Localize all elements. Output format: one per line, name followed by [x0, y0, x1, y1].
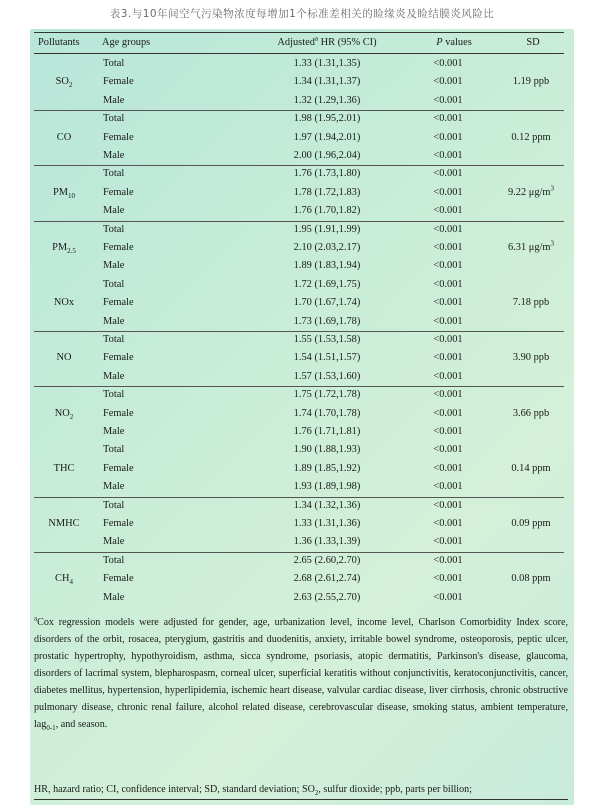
footnote — [34, 614, 568, 733]
table-row — [34, 589, 564, 607]
pollutant-label: THC — [53, 462, 75, 474]
pollutant-label: $PM_{2.5}$ — [52, 242, 76, 256]
age-group-cell: Male — [103, 536, 125, 548]
hr-cell: 1.55 (1.53,1.58) — [293, 334, 361, 345]
age-group-cell: Total — [103, 334, 125, 345]
hr-cell: 1.57 (1.53,1.60) — [293, 370, 361, 382]
table-row — [34, 386, 564, 404]
p-value-cell: <0.001 — [433, 554, 463, 566]
age-group-cell: Female — [103, 352, 134, 364]
header-age-groups: Age groups — [102, 37, 151, 48]
p-value-cell: <0.001 — [433, 168, 463, 180]
p-value-cell: <0.001 — [433, 518, 463, 529]
table-row — [34, 239, 564, 257]
hr-cell: 1.98 (1.95,2.01) — [293, 113, 361, 125]
table-row — [34, 515, 564, 533]
table-caption: 表3.与10年间空气污染物浓度每增加1个标准差相关的睑缘炎及睑结膜炎风险比 — [109, 8, 495, 20]
p-value-cell: <0.001 — [433, 389, 463, 401]
age-group-cell: Total — [103, 223, 125, 235]
hr-cell: 2.00 (1.96,2.04) — [293, 150, 361, 161]
age-group-cell: Female — [103, 76, 134, 88]
p-value-cell: <0.001 — [433, 131, 463, 143]
p-value-cell: <0.001 — [433, 297, 463, 309]
table-panel — [30, 29, 574, 805]
hr-cell: 1.90 (1.88,1.93) — [293, 444, 361, 456]
age-group-cell: Total — [103, 168, 125, 180]
age-group-cell: Male — [103, 426, 125, 437]
table-row — [34, 441, 564, 459]
hr-cell: 1.95 (1.91,1.99) — [293, 223, 361, 235]
table-row — [34, 92, 564, 110]
table-row — [34, 313, 564, 331]
table-header-row — [34, 34, 564, 52]
p-value-cell: <0.001 — [433, 573, 463, 585]
hr-cell: 2.10 (2.03,2.17) — [293, 242, 361, 253]
hr-cell: 1.33 (1.31,1.36) — [293, 518, 361, 529]
sd-cell: 0.12 ppm — [511, 131, 551, 143]
sd-cell: 3.66 ppb — [512, 407, 550, 419]
header-hr: Adjusted$^a$ HR (95% CI) — [277, 34, 377, 48]
table-row — [34, 257, 564, 275]
table-row — [34, 368, 564, 386]
age-group-cell: Male — [103, 260, 125, 272]
hr-cell: 1.36 (1.33,1.39) — [293, 536, 361, 548]
header-sd: SD — [526, 37, 540, 48]
table-row — [34, 405, 564, 423]
age-group-cell: Female — [103, 242, 134, 253]
age-group-cell: Male — [103, 370, 125, 382]
age-group-cell: Female — [103, 131, 134, 143]
sd-cell: 9.22 $\mu g/m^3$ — [507, 184, 555, 198]
p-value-cell: <0.001 — [433, 591, 463, 603]
hr-cell: 1.34 (1.31,1.37) — [293, 76, 361, 88]
hr-cell: 1.93 (1.89,1.98) — [293, 481, 361, 493]
table-row — [34, 331, 564, 349]
hr-cell: 1.33 (1.31,1.35) — [293, 58, 361, 69]
hr-cell: 1.76 (1.70,1.82) — [293, 205, 361, 217]
table-row — [34, 129, 564, 147]
sd-cell: 0.09 ppm — [511, 518, 551, 529]
pollutant-label: NOx — [53, 297, 75, 309]
table-row — [34, 460, 564, 478]
p-value-cell: <0.001 — [433, 150, 463, 161]
hr-cell: 2.65 (2.60,2.70) — [293, 554, 361, 566]
age-group-cell: Total — [103, 389, 125, 401]
table-row — [34, 478, 564, 496]
table-row — [34, 147, 564, 165]
sd-cell: 7.18 ppb — [512, 297, 550, 309]
hr-cell: 1.97 (1.94,2.01) — [293, 131, 361, 143]
table-header-rule — [34, 53, 564, 54]
hr-cell: 1.75 (1.72,1.78) — [293, 389, 361, 401]
age-group-cell: Female — [103, 462, 134, 474]
age-group-cell: Total — [103, 499, 125, 511]
p-value-cell: <0.001 — [433, 462, 463, 474]
sd-cell: 3.90 ppb — [512, 352, 550, 364]
pollutant-label: CO — [56, 131, 72, 143]
hr-cell: 1.89 (1.83,1.94) — [293, 260, 361, 272]
p-value-cell: <0.001 — [433, 242, 463, 253]
hr-cell: 1.78 (1.72,1.83) — [293, 186, 361, 198]
footnote-text: $^a$Cox regression models were adjusted for gender, age, urbanization level, income level, Charlson Comorbidity Index score, disorders of the orbit, rosacea, pterygium, gastritis and duodenitis, anxiety, irritable bowel syndrome, osteoporosis, peptic ulcer, prostatic hypertrophy, hypothyroidism, asthma, sicca syndrome, psoriasis, atopic dermatitis, Parkinson's disease, glaucoma, disorders of lacrimal system, blepharospasm, corneal ulcer, superficial keratitis without conjunctivitis, keratoconjunctivitis, cancer, diabetes mellitus, hypertension, hyperlipidemia, ischemic heart disease, valvular cardiac disease, liver cirrhosis, chronic obstructive pulmonary disease, chronic renal failure, alcohol related disease, cerebrovascular disease, smoking status, ambient temperature, lag$_{0-1}$, and season. — [34, 614, 568, 733]
table-row — [34, 423, 564, 441]
age-group-cell: Total — [103, 278, 125, 290]
p-value-cell: <0.001 — [433, 481, 463, 493]
age-group-cell: Total — [103, 58, 125, 69]
hr-cell: 1.74 (1.70,1.78) — [293, 407, 361, 419]
table-row — [34, 570, 564, 588]
p-value-cell: <0.001 — [433, 499, 463, 511]
table-row — [34, 497, 564, 515]
pollutant-label: $SO_2$ — [55, 76, 73, 90]
table-row — [34, 552, 564, 570]
sd-cell: 0.14 ppm — [511, 462, 551, 474]
age-group-cell: Female — [103, 186, 134, 198]
hr-cell: 1.72 (1.69,1.75) — [293, 278, 361, 290]
p-value-cell: <0.001 — [433, 444, 463, 456]
pollutant-label: NO — [56, 352, 72, 364]
hr-cell: 1.34 (1.32,1.36) — [293, 499, 361, 511]
age-group-cell: Total — [103, 554, 125, 566]
p-value-cell: <0.001 — [433, 278, 463, 290]
age-group-cell: Male — [103, 150, 125, 161]
p-value-cell: <0.001 — [433, 186, 463, 198]
sd-cell: 1.19 ppb — [512, 76, 550, 88]
sd-cell: 0.08 ppm — [511, 573, 551, 585]
table-row — [34, 184, 564, 202]
table-row — [34, 73, 564, 91]
p-value-cell: <0.001 — [433, 370, 463, 382]
hr-cell: 2.68 (2.61,2.74) — [293, 573, 361, 585]
age-group-cell: Male — [103, 205, 125, 217]
age-group-cell: Male — [103, 315, 125, 327]
header-p-values: P values — [436, 37, 472, 48]
age-group-cell: Female — [103, 297, 134, 309]
p-value-cell: <0.001 — [433, 58, 463, 69]
hr-cell: 1.76 (1.73,1.80) — [293, 168, 361, 180]
pollutant-label: $CH_4$ — [55, 573, 73, 587]
age-group-cell: Male — [103, 481, 125, 493]
table-row — [34, 55, 564, 73]
hr-cell: 1.70 (1.67,1.74) — [293, 297, 361, 309]
age-group-cell: Female — [103, 407, 134, 419]
table-row — [34, 110, 564, 128]
pollutant-label: $NO_2$ — [54, 407, 74, 421]
p-value-cell: <0.001 — [433, 113, 463, 125]
table-row — [34, 221, 564, 239]
p-value-cell: <0.001 — [433, 205, 463, 217]
table-row — [34, 294, 564, 312]
p-value-cell: <0.001 — [433, 315, 463, 327]
p-value-cell: <0.001 — [433, 407, 463, 419]
p-value-cell: <0.001 — [433, 260, 463, 272]
pollutant-label: $PM_{10}$ — [52, 186, 76, 200]
p-value-cell: <0.001 — [433, 426, 463, 437]
p-value-cell: <0.001 — [433, 94, 463, 106]
p-value-cell: <0.001 — [433, 223, 463, 235]
p-value-cell: <0.001 — [433, 334, 463, 345]
hr-cell: 2.63 (2.55,2.70) — [293, 591, 361, 603]
table-top-rule — [34, 32, 564, 33]
sd-cell: 6.31 $\mu g/m^3$ — [507, 239, 555, 253]
p-value-cell: <0.001 — [433, 536, 463, 548]
pollutant-label: NMHC — [48, 518, 80, 529]
age-group-cell: Female — [103, 518, 134, 529]
p-value-cell: <0.001 — [433, 352, 463, 364]
hr-cell: 1.73 (1.69,1.78) — [293, 315, 361, 327]
hr-cell: 1.89 (1.85,1.92) — [293, 462, 361, 474]
age-group-cell: Total — [103, 444, 125, 456]
table-row — [34, 165, 564, 183]
table-row — [34, 533, 564, 551]
hr-cell: 1.76 (1.71,1.81) — [293, 426, 361, 437]
table-row — [34, 276, 564, 294]
table-row — [34, 349, 564, 367]
hr-cell: 1.54 (1.51,1.57) — [293, 352, 361, 364]
age-group-cell: Female — [103, 573, 134, 585]
hr-cell: 1.32 (1.29,1.36) — [293, 94, 361, 106]
age-group-cell: Male — [103, 591, 125, 603]
p-value-cell: <0.001 — [433, 76, 463, 88]
abbreviations-note: HR, hazard ratio; CI, confidence interval; SD, standard deviation; $SO_2$, sulfur dioxide; ppb, parts per billion; — [34, 781, 568, 800]
header-pollutants: Pollutants — [38, 37, 80, 48]
table-row — [34, 202, 564, 220]
age-group-cell: Total — [103, 113, 125, 125]
age-group-cell: Male — [103, 94, 125, 106]
